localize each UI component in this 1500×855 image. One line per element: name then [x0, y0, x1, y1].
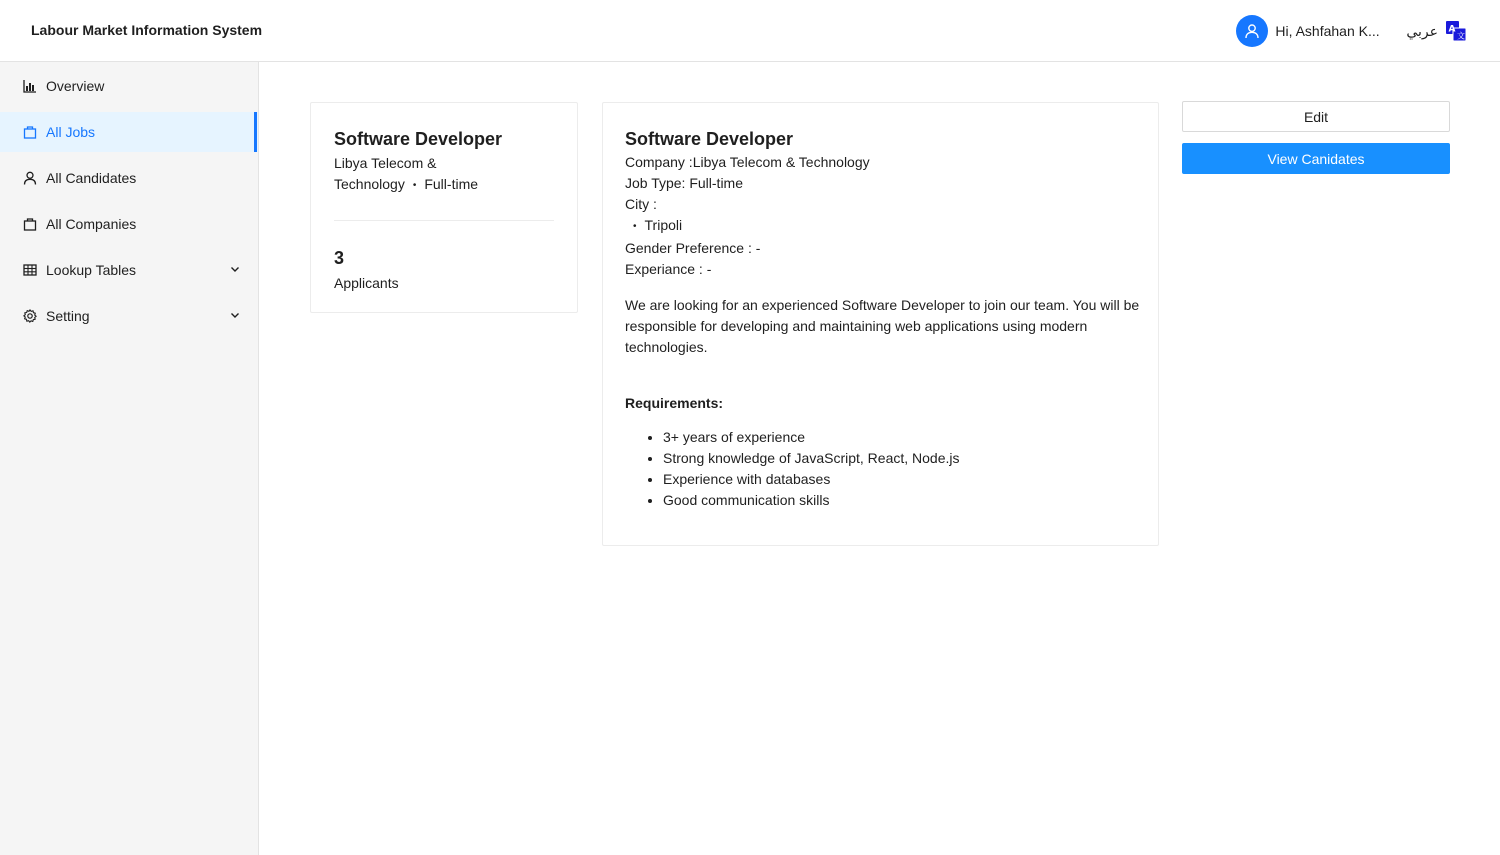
- table-icon: [23, 263, 37, 277]
- bag-icon: [23, 217, 37, 231]
- sidebar-item-label: Overview: [46, 78, 105, 94]
- job-detail-title: Software Developer: [625, 129, 794, 149]
- list-item: • Good communication skills: [663, 490, 1136, 511]
- list-item: • Experience with databases: [663, 469, 1136, 490]
- job-type-line: Job Type: Full-time: [625, 175, 744, 191]
- list-item: • Strong knowledge of JavaScript, React, Node.js: [663, 448, 1136, 469]
- translate-icon[interactable]: [1446, 21, 1466, 41]
- applicants-label: Applicants: [334, 275, 399, 291]
- requirements-title: Requirements:: [625, 395, 724, 411]
- user-icon: [1244, 23, 1260, 39]
- app-title: Labour Market Information System: [31, 22, 263, 38]
- user-greeting[interactable]: Hi, Ashfahan K...: [1275, 23, 1380, 39]
- sidebar-item-label: All Companies: [46, 216, 137, 232]
- job-summary-card: [310, 102, 578, 313]
- sidebar-item-label: Lookup Tables: [46, 262, 137, 278]
- language-switch-label[interactable]: عربي: [1406, 22, 1438, 39]
- sidebar-item-label: All Candidates: [46, 170, 137, 186]
- requirements-list: [625, 427, 1136, 511]
- sidebar: [0, 62, 259, 855]
- job-description: We are looking for an experienced Software Developer to join our team. You will be responsible for developing and maintaining web applications using modern technologies.: [625, 297, 1140, 355]
- divider: [334, 220, 554, 221]
- svg-text:A: A: [1448, 24, 1456, 35]
- list-item: • 3+ years of experience: [663, 427, 1136, 448]
- sidebar-item-overview[interactable]: [0, 66, 258, 106]
- sidebar-item-label: All Jobs: [46, 124, 96, 140]
- sidebar-item-all-candidates[interactable]: [0, 158, 258, 198]
- gender-preference-line: Gender Preference : -: [625, 240, 761, 256]
- city-list: [625, 215, 1136, 238]
- separator-dot: •: [412, 180, 417, 191]
- avatar[interactable]: [1236, 15, 1268, 47]
- job-summary-subtitle: [334, 153, 544, 197]
- chart-icon: [23, 79, 37, 93]
- sidebar-item-all-jobs[interactable]: [0, 112, 258, 152]
- edit-button[interactable]: Edit: [1182, 101, 1450, 132]
- gear-icon: [23, 309, 37, 323]
- job-title: Software Developer: [334, 129, 503, 149]
- job-type: Full-time: [424, 176, 479, 192]
- view-candidates-button[interactable]: View Canidates: [1182, 143, 1450, 174]
- sidebar-item-label: Setting: [46, 308, 90, 324]
- chevron-down-icon: [229, 309, 241, 321]
- job-detail-card: [602, 102, 1159, 546]
- experience-line: Experiance : -: [625, 261, 712, 277]
- list-item: • Tripoli: [633, 215, 1136, 238]
- top-header: [0, 0, 1500, 62]
- chevron-down-icon: [229, 263, 241, 275]
- company-line: Company :Libya Telecom & Technology: [625, 154, 870, 170]
- city-label: City :: [625, 196, 657, 212]
- sidebar-item-lookup-tables[interactable]: [0, 250, 258, 290]
- company-name: Libya Telecom & Technology: [334, 155, 437, 192]
- header-right: [1236, 15, 1466, 47]
- sidebar-item-setting[interactable]: [0, 296, 258, 336]
- svg-text:文: 文: [1457, 31, 1465, 41]
- sidebar-item-all-companies[interactable]: [0, 204, 258, 244]
- applicants-count: 3: [334, 248, 345, 268]
- bag-icon: [23, 125, 37, 139]
- user-icon: [23, 171, 37, 185]
